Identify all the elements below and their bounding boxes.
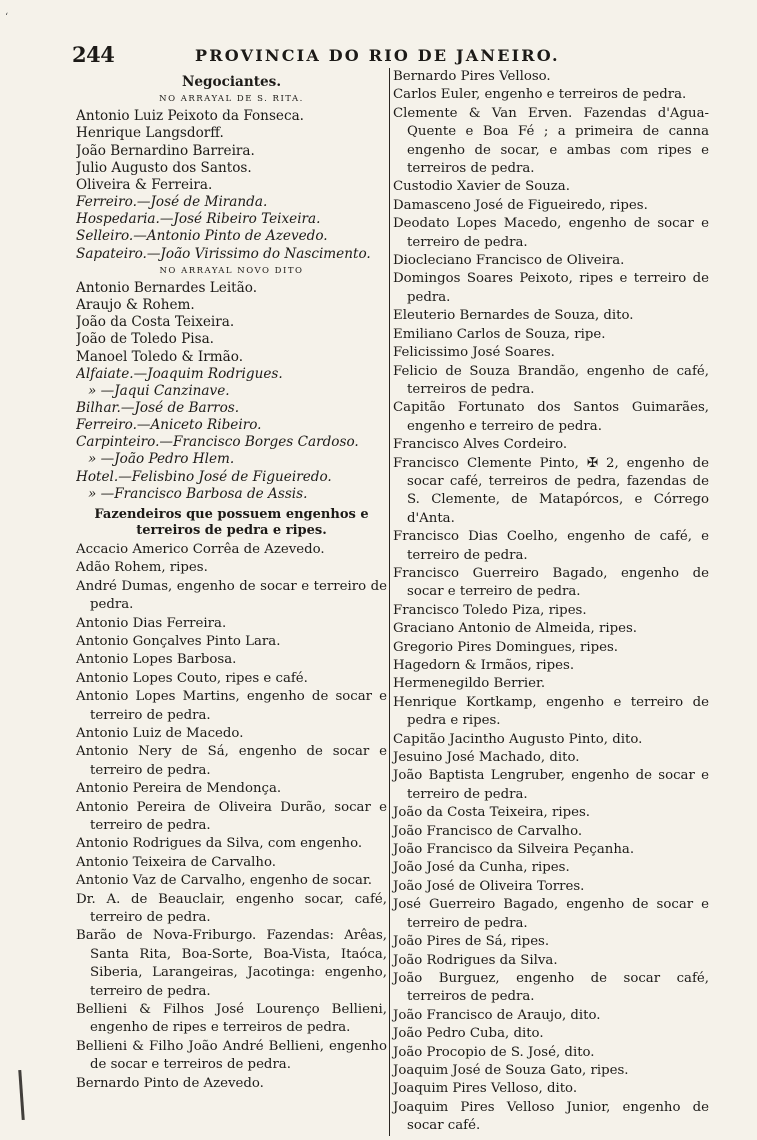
list-item: Alfaiate.—Joaquim Rodrigues. bbox=[76, 365, 283, 382]
list-item: Antonio Pereira de Oliveira Durão, socar e terreiro de pedra. bbox=[76, 799, 387, 833]
list-item: Antonio Luiz de Macedo. bbox=[76, 725, 244, 741]
list-item: João José de Oliveira Torres. bbox=[393, 878, 585, 894]
list-item: Bellieni & Filho João André Bellieni, engenho de socar e terreiros de pedra. bbox=[76, 1038, 387, 1073]
list-item: João Baptista Lengruber, engenho de socar e terreiro de pedra. bbox=[393, 768, 709, 802]
list-item: Gregorio Pires Domingues, ripes. bbox=[393, 639, 619, 655]
list-item: Adão Rohem, ripes. bbox=[76, 560, 208, 576]
section-subheading: NO ARRAYAL NOVO DITO bbox=[159, 265, 304, 276]
list-item: Eleuterio Bernardes de Souza, dito. bbox=[393, 308, 634, 324]
list-item: Barão de Nova-Friburgo. Fazendas: Arêas, Santa Rita, Boa-Sorte, Boa-Vista, Itaóca, Siberia, Larangeiras, Jacotinga: engenho, terreiro de pedra. bbox=[76, 928, 387, 999]
list-item: » —Francisco Barbosa de Assis. bbox=[88, 485, 308, 502]
list-item: João Pires de Sá, ripes. bbox=[393, 934, 550, 950]
list-item: Domingos Soares Peixoto, ripes e terreiro de pedra. bbox=[393, 271, 709, 305]
list-item: Antonio Gonçalves Pinto Lara. bbox=[76, 633, 281, 649]
list-item: João Bernardino Barreira. bbox=[76, 142, 255, 159]
list-item: João Francisco de Carvalho. bbox=[393, 823, 583, 839]
list-item: Araujo & Rohem. bbox=[76, 297, 195, 314]
margin-mark bbox=[18, 1070, 24, 1120]
list-item: Carlos Euler, engenho e terreiros de pedra. bbox=[393, 87, 687, 103]
list-item: Francisco Toledo Piza, ripes. bbox=[393, 602, 587, 618]
list-item: Hotel.—Felisbino José de Figueiredo. bbox=[76, 468, 332, 485]
list-item: Clemente & Van Erven. Fazendas d'Agua-Quente e Boa Fé ; a primeira de canna engenho de socar, e ambas com ripes e terreiros de pedra. bbox=[393, 105, 709, 177]
list-item: João Procopio de S. José, dito. bbox=[393, 1044, 595, 1060]
list-item: Bernardo Pinto de Azevedo. bbox=[76, 1075, 264, 1091]
list-item: Francisco Dias Coelho, engenho de café, e terreiro de pedra. bbox=[393, 529, 709, 563]
list-item: Hermenegildo Berrier. bbox=[393, 676, 546, 692]
list-item: João da Costa Teixeira. bbox=[76, 314, 235, 331]
left-column bbox=[76, 74, 387, 1093]
list-item: João da Costa Teixeira, ripes. bbox=[393, 805, 591, 821]
list-item: Antonio Rodrigues da Silva, com engenho. bbox=[76, 836, 363, 852]
section-heading: Fazendeiros que possuem engenhos e terreiros de pedra e ripes. bbox=[94, 506, 369, 538]
list-item: Henrique Langsdorff. bbox=[76, 125, 224, 142]
list-item: Antonio Dias Ferreira. bbox=[76, 615, 227, 631]
list-item: Joaquim Pires Velloso, dito. bbox=[393, 1081, 578, 1097]
list-item: João Pedro Cuba, dito. bbox=[393, 1026, 544, 1042]
list-item: Dr. A. de Beauclair, engenho socar, café, terreiro de pedra. bbox=[76, 891, 387, 926]
list-item: Ferreiro.—José de Miranda. bbox=[76, 194, 268, 211]
list-item: Hagedorn & Irmãos, ripes. bbox=[393, 658, 575, 673]
list-item: Selleiro.—Antonio Pinto de Azevedo. bbox=[76, 228, 328, 245]
list-item: João Rodrigues da Silva. bbox=[393, 952, 558, 968]
list-item: Capitão Jacintho Augusto Pinto, dito. bbox=[393, 731, 643, 747]
list-item: Emiliano Carlos de Souza, ripe. bbox=[393, 326, 606, 342]
list-item: André Dumas, engenho de socar e terreiro de pedra. bbox=[76, 578, 387, 613]
list-item: Antonio Lopes Couto, ripes e café. bbox=[76, 670, 308, 686]
list-item: Felicio de Souza Brandão, engenho de café, terreiros de pedra. bbox=[393, 363, 709, 397]
list-item: Jesuino José Machado, dito. bbox=[393, 750, 580, 766]
page-number: 244 bbox=[72, 42, 115, 67]
list-item: Bellieni & Filhos José Lourenço Bellieni, engenho de ripes e terreiros de pedra. bbox=[76, 1002, 387, 1036]
list-item: Felicissimo José Soares. bbox=[393, 345, 555, 361]
list-item: João de Toledo Pisa. bbox=[76, 331, 215, 348]
page-title: PROVINCIA DO RIO DE JANEIRO. bbox=[195, 46, 560, 65]
list-item: Antonio Nery de Sá, engenho de socar e terreiro de pedra. bbox=[76, 744, 387, 778]
list-item: Sapateiro.—João Virissimo do Nascimento. bbox=[76, 245, 371, 262]
list-item: Julio Augusto dos Santos. bbox=[76, 159, 252, 176]
list-item: Francisco Alves Cordeiro. bbox=[393, 437, 568, 453]
list-item: Antonio Vaz de Carvalho, engenho de socar. bbox=[76, 873, 372, 889]
list-item: » —João Pedro Hlem. bbox=[88, 451, 235, 468]
list-item: Graciano Antonio de Almeida, ripes. bbox=[393, 621, 638, 637]
list-item: Oliveira & Ferreira. bbox=[76, 176, 213, 193]
list-item: Accacio Americo Corrêa de Azevedo. bbox=[76, 541, 325, 557]
list-item: Joaquim Pires Velloso Junior, engenho de socar café. bbox=[393, 1099, 709, 1134]
right-column bbox=[389, 68, 709, 1136]
list-item: Henrique Kortkamp, engenho e terreiro de pedra e ripes. bbox=[393, 694, 709, 729]
list-item: Antonio Pereira de Mendonça. bbox=[76, 781, 282, 797]
list-item: Damasceno José de Figueiredo, ripes. bbox=[393, 197, 648, 213]
list-item: Antonio Lopes Martins, engenho de socar e terreiro de pedra. bbox=[76, 689, 387, 723]
list-item: Bernardo Pires Velloso. bbox=[393, 69, 551, 84]
list-item: Capitão Fortunato dos Santos Guimarães, engenho e terreiro de pedra. bbox=[393, 400, 709, 434]
list-item: Diocleciano Francisco de Oliveira. bbox=[393, 253, 625, 269]
list-item: João Francisco da Silveira Peçanha. bbox=[393, 842, 635, 858]
list-item: Francisco Guerreiro Bagado, engenho de socar e terreiro de pedra. bbox=[393, 565, 709, 600]
entry-list bbox=[76, 541, 387, 1093]
list-item: João José da Cunha, ripes. bbox=[393, 860, 570, 876]
list-item: Antonio Luiz Peixoto da Fonseca. bbox=[76, 108, 305, 125]
list-item: José Guerreiro Bagado, engenho de socar e terreiro de pedra. bbox=[393, 897, 709, 931]
list-item: Custodio Xavier de Souza. bbox=[393, 179, 570, 195]
list-item: Carpinteiro.—Francisco Borges Cardoso. bbox=[76, 434, 359, 451]
list-item: Bilhar.—José de Barros. bbox=[76, 399, 240, 416]
list-item: Joaquim José de Souza Gato, ripes. bbox=[393, 1062, 629, 1078]
list-item: Francisco Clemente Pinto, ✠ 2, engenho de socar café, terreiros de pedra, fazendas de S. Clemente, de Matapórcos, e Córrego d'Anta. bbox=[393, 455, 709, 526]
list-item: Antonio Teixeira de Carvalho. bbox=[76, 854, 276, 870]
list-item: Manoel Toledo & Irmão. bbox=[76, 348, 244, 365]
list-item: Ferreiro.—Aniceto Ribeiro. bbox=[76, 417, 262, 434]
list-item: Deodato Lopes Macedo, engenho de socar e terreiro de pedra. bbox=[393, 216, 709, 250]
list-item: Antonio Lopes Barbosa. bbox=[76, 652, 237, 668]
list-item: » —Jaqui Canzinave. bbox=[88, 382, 230, 399]
list-item: João Burguez, engenho de socar café, terreiros de pedra. bbox=[393, 970, 709, 1005]
list-item: Antonio Bernardes Leitão. bbox=[76, 279, 258, 296]
section-subheading: NO ARRAYAL DE S. RITA. bbox=[159, 94, 304, 105]
list-item: Hospedaria.—José Ribeiro Teixeira. bbox=[76, 211, 321, 228]
margin-mark: ‘ bbox=[5, 12, 9, 23]
list-item: João Francisco de Araujo, dito. bbox=[393, 1007, 601, 1023]
section-heading: Negociantes. bbox=[181, 74, 282, 90]
